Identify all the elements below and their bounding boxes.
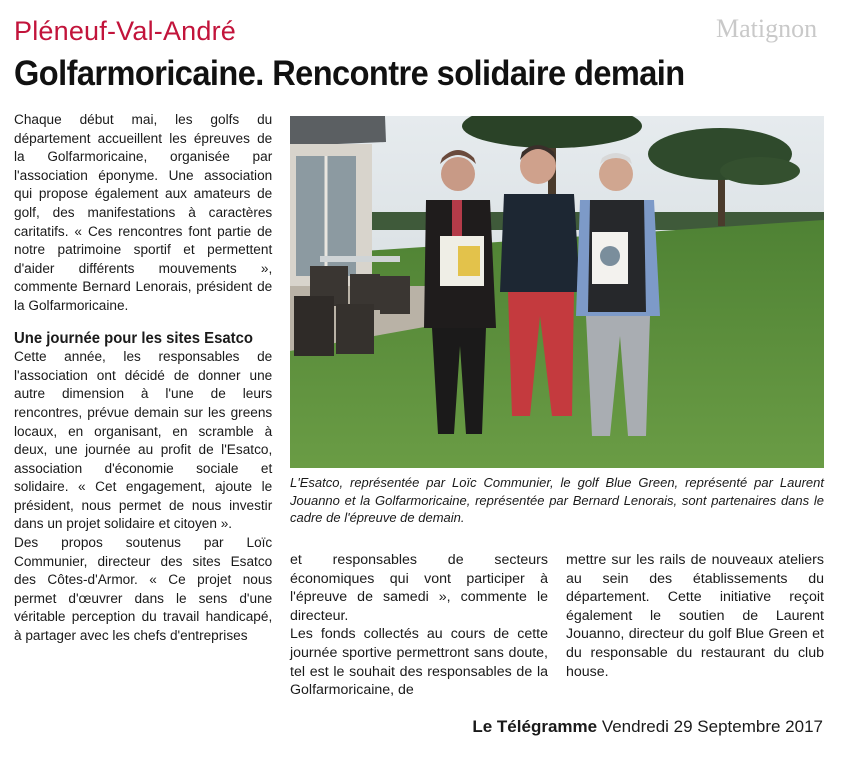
bleed-through-text: Matignon bbox=[716, 14, 818, 43]
golf-course-photo bbox=[290, 116, 824, 468]
publication-date: Vendredi 29 Septembre 2017 bbox=[601, 717, 823, 736]
paragraph: Les fonds collectés au cours de cette journée sportive permettront sans doute, tel est le souhait des responsables de la Golfarmoricaine, de bbox=[290, 626, 548, 699]
article-subhead: Une journée pour les sites Esatco bbox=[14, 329, 253, 347]
article-headline: Golfarmoricaine. Rencontre solidaire demain bbox=[14, 54, 685, 93]
article-column-1 bbox=[14, 111, 272, 646]
article-column-3 bbox=[566, 551, 824, 681]
article-column-2 bbox=[290, 551, 548, 700]
paragraph: et responsables de secteurs économiques qui vont participer à l'épreuve de samedi », commente le directeur. bbox=[290, 552, 548, 624]
paragraph: Cette année, les responsables de l'association ont décidé de donner une autre dimension à l'une de leurs rencontres, prévue demain sur les greens locaux, en organisant, en scramble à deux, une journée au profit de l'Esatco, association d'économie sociale et solidaire. « Cet engagement, ajoute le président, nous permet de nous investir dans un projet solidaire et citoyen ». bbox=[14, 349, 273, 533]
photo-caption: L'Esatco, représentée par Loïc Communier, le golf Blue Green, représenté par Laurent Jouanno et la Golfarmoricaine, représentée par Bernard Lenorais, sont partenaires dans le cadre de l'épreuve de demain. bbox=[290, 475, 824, 525]
newspaper-name: Le Télégramme bbox=[472, 717, 598, 736]
publication-footer bbox=[472, 717, 823, 737]
paragraph: Chaque début mai, les golfs du département accueillent les épreuves de la Golfarmoricaine, organisée par l'association éponyme. Une association qui propose également aux amateurs de golf, des manifestations à caractères caritatifs. « Ces rencontres font partie de notre patrimoine sportif et permettent d'aider différents mouvements », commente Bernard Lenorais, président de la Golfarmoricaine. bbox=[14, 112, 273, 314]
paragraph: Des propos soutenus par Loïc Communier, directeur des sites Esatco des Côtes-d'Armor. « Ce projet nous permet d'œuvrer dans le sens d'une véritable perception du travail handicapé, à partager avec les chefs d'entreprises bbox=[14, 535, 273, 645]
article-kicker: Pléneuf-Val-André bbox=[14, 16, 237, 46]
paragraph: mettre sur les rails de nouveaux ateliers au sein des établissements du département. Cette initiative reçoit également le soutien de Laurent Jouanno, directeur du golf Blue Green et du responsable du restaurant du club house. bbox=[566, 552, 824, 680]
